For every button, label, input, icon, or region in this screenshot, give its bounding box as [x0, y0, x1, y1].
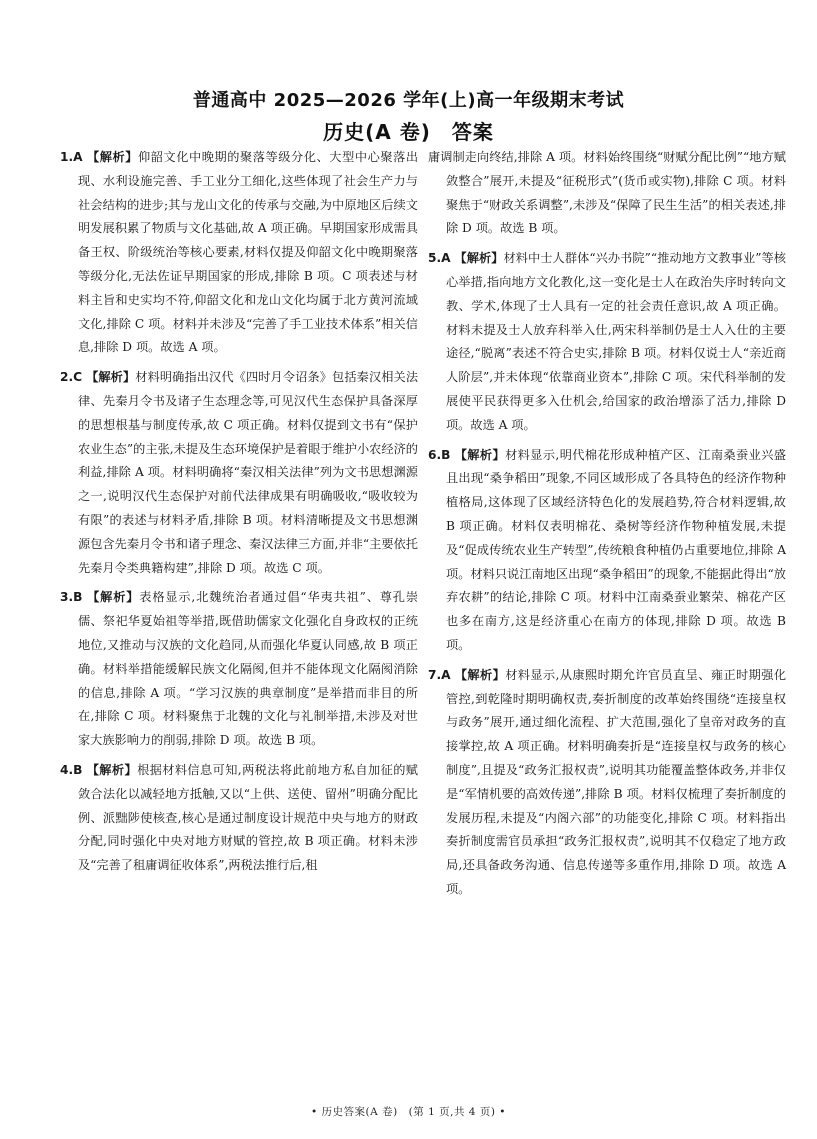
answer-number: 4.B [60, 762, 83, 777]
analysis-tag: 【解析】 [454, 667, 506, 682]
answer-item-2 [60, 366, 418, 580]
answer-number: 1.A [60, 150, 83, 164]
answer-number: 2.C [60, 370, 83, 385]
answer-item-1 [60, 146, 418, 360]
analysis-text: 庸调制走向终结,排除 A 项。材料始终围绕“财赋分配比例”“地方赋敛整合”展开,未提及“征税形式”(货币或实物),排除 C 项。材料聚焦于“财政关系调整”,未涉及“保障了民生生活”的相关表述,排除 D 项。故选 B 项。 [428, 150, 786, 236]
answer-number: 6.B [428, 447, 451, 462]
answer-item-6 [428, 444, 786, 658]
analysis-text: 仰韶文化中晚期的聚落等级分化、大型中心聚落出现、水利设施完善、手工业分工细化,这些体现了社会生产力与社会结构的进步;其与龙山文化的传承与交融,为中原地区后续文明发展积累了物质与文化基础,故 A 项正确。早期国家形成需具备王权、阶级统治等核心要素,材料仅提及仰韶文化中晚期聚落等级分化,无法佐证早期国家的形成,排除 B 项。C 项表述与材料主旨和史实均不符,仰韶文化和龙山文化均属于北方黄河流域文化,排除 C 项。材料并未涉及“完善了手工业技术体系”相关信息,排除 D 项。故选 A 项。 [78, 150, 419, 355]
answer-item-4-continued [428, 146, 786, 241]
analysis-text: 表格显示,北魏统治者通过倡“华夷共祖”、尊孔崇儒、祭祀华夏始祖等举措,既借助儒家文化强化自身政权的正统地位,又推动与汉族的文化趋同,从而强化华夏认同感,故 B 项正确。材料举措能缓解民族文化隔阂,但并不能体现文化隔阂消除的信息,排除 A 项。“学习汉族的典章制度”是举措而非目的所在,排除 C 项。材料聚焦于北魏的文化与礼制举措,未涉及对世家大族影响力的削弱,排除 D 项。故选 B 项。 [78, 590, 419, 748]
analysis-tag: 【解析】 [87, 150, 139, 164]
analysis-tag: 【解析】 [454, 251, 504, 266]
analysis-text: 材料显示,从康熙时期允许官员直呈、雍正时期强化管控,到乾隆时期明确权责,奏折制度的改革始终围绕“连接皇权与政务”展开,通过细化流程、扩大范围,强化了皇帝对政务的直接掌控,故 A 项正确。材料明确奏折是“连接皇权与政务的核心制度”,且提及“政务汇报权责”,说明其功能覆盖整体政务,并非仅是“军情机要的高效传递”,排除 B 项。材料仅梳理了奏折制度的发展历程,未提及“内阁六部”的功能变化,排除 C 项。材料指出奏折制度需官员承担“政务汇报权责”,说明其不仅稳定了地方政局,还具备政务沟通、信息传递等多重作用,排除 D 项。故选 A 项。 [446, 667, 787, 896]
left-column [60, 146, 418, 884]
analysis-tag: 【解析】 [86, 762, 138, 777]
answer-number: 3.B [60, 590, 83, 605]
answer-item-5 [428, 247, 786, 437]
page-subtitle: 历史(A 卷) 答案 [323, 120, 494, 144]
analysis-text: 根据材料信息可知,两税法将此前地方私自加征的赋敛合法化以减轻地方抵触,又以“上供、送使、留州”明确分配比例、派黜陟使核查,核心是通过制度设计规范中央与地方的财政分配,同时强化中央对地方财赋的管控,故 B 项正确。材料未涉及“完善了租庸调征收体系”,两税法推行后,租 [78, 762, 418, 873]
analysis-text: 材料中士人群体“兴办书院”“推动地方文教事业”等核心举措,指向地方文化教化,这一变化是士人在政治失序时转向文教、学术,体现了士人具有一定的社会责任意识,故 A 项正确。材料未提及士人放弃科举入仕,两宋科举制仍是士人入仕的主要途径,“脱离”表述不符合史实,排除 B 项。材料仅说士人“亲近商人阶层”,并未体现“依靠商业资本”,排除 C 项。宋代科举制的发展使平民获得更多入仕机会,给国家的政治增添了活力,排除 D 项。故选 A 项。 [446, 251, 786, 432]
analysis-text: 材料显示,明代棉花形成种植产区、江南桑蚕业兴盛且出现“桑争稻田”现象,不同区域形成了各具特色的经济作物种植格局,这体现了区域经济特色化的发展趋势,符合材料逻辑,故 B 项正确。材料仅表明棉花、桑树等经济作物种植发展,未提及“促成传统农业生产转型”,传统粮食种植仍占重要地位,排除 A 项。材料只说江南地区出现“桑争稻田”的现象,不能据此得出“放弃农耕”的结论,排除 C 项。材料中江南桑蚕业繁荣、棉花产区也多在南方,这是经济重心在南方的体现,排除 D 项。故选 B 项。 [446, 447, 786, 652]
analysis-text: 材料明确指出汉代《四时月令诏条》包括秦汉相关法律、先秦月令书及诸子生态理念等,可见汉代生态保护具备深厚的思想根基与制度传承,故 C 项正确。材料仅提到文书有“保护农业生态”的主张,未提及生态环境保护是着眼于维护小农经济的利益,排除 A 项。材料明确将“秦汉相关法律”列为文书思想渊源之一,说明汉代生态保护对前代法律成果有明确吸收,“吸收较为有限”的表述与材料矛盾,排除 B 项。材料清晰提及文书思想渊源包含先秦月令书和诸子理念、秦汉法律三方面,并非“主要依托先秦月令类典籍构建”,排除 D 项。故选 C 项。 [78, 370, 419, 575]
analysis-tag: 【解析】 [87, 590, 140, 605]
answer-number: 5.A [428, 251, 451, 266]
page-footer: • 历史答案(A 卷) (第 1 页,共 4 页) • [311, 1106, 506, 1118]
analysis-tag: 【解析】 [454, 447, 506, 462]
answer-item-3 [60, 586, 418, 753]
answer-item-4 [60, 759, 418, 878]
answer-number: 7.A [428, 667, 451, 682]
analysis-tag: 【解析】 [86, 370, 136, 385]
page-title: 普通高中 2025—2026 学年(上)高一年级期末考试 [192, 90, 625, 111]
right-column [428, 146, 786, 908]
answer-item-7 [428, 664, 786, 902]
